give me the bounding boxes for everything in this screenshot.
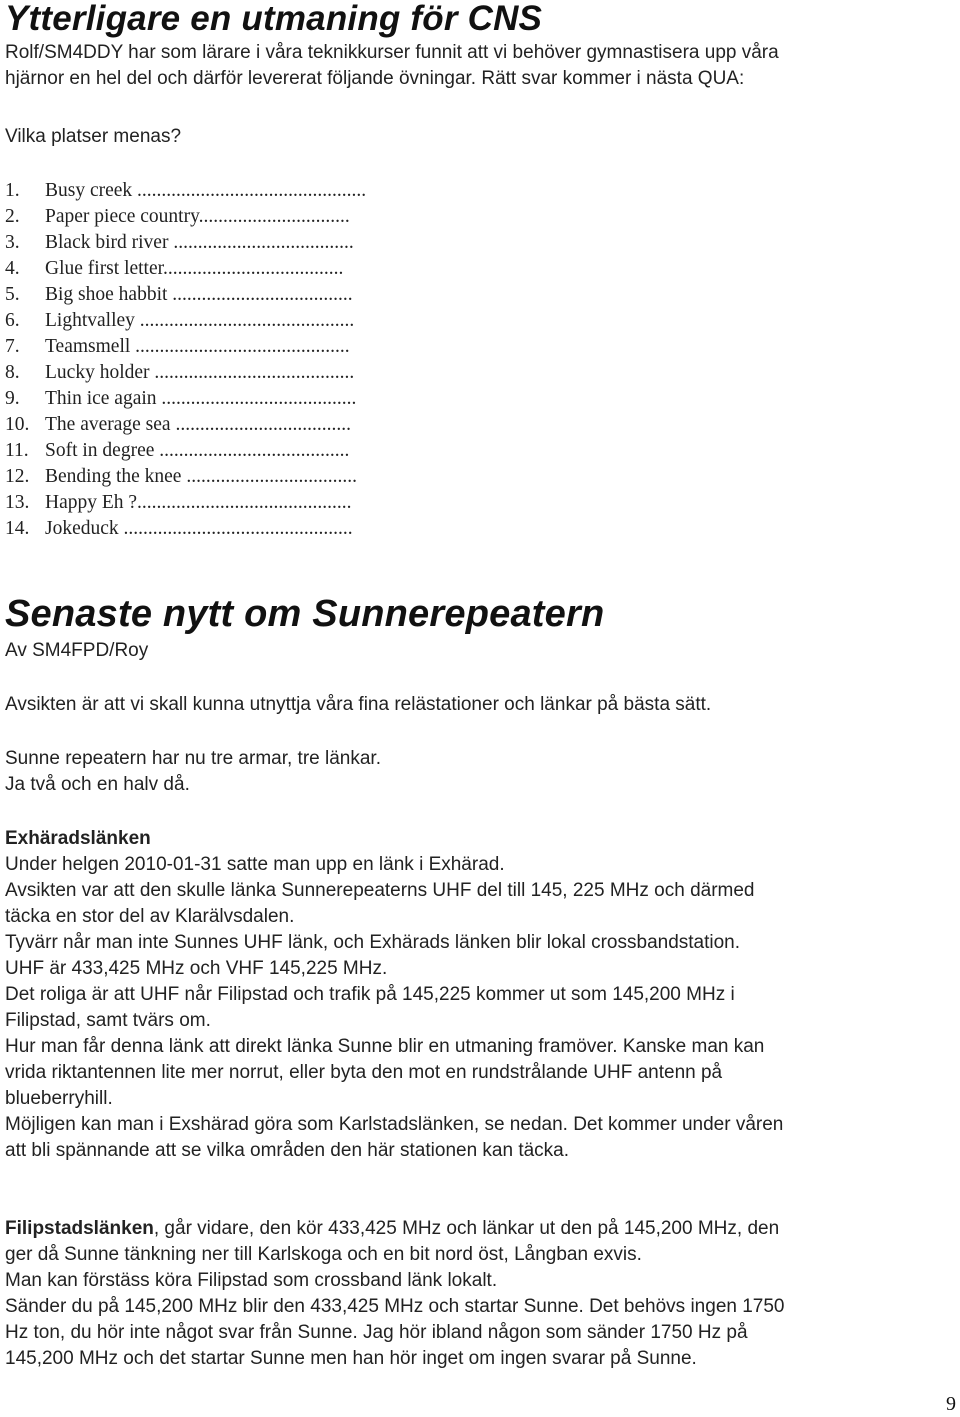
byline: Av SM4FPD/Roy bbox=[5, 640, 149, 661]
quiz-item-text: Big shoe habbit ..................................... bbox=[45, 284, 353, 305]
quiz-list bbox=[5, 178, 955, 542]
text-line: Hur man får denna länk att direkt länka Sunne blir en utmaning framöver. Kanske man kan bbox=[5, 1036, 765, 1057]
quiz-item-text: Lucky holder ......................................... bbox=[45, 362, 355, 383]
text-line: Sunne repeatern har nu tre armar, tre länkar. bbox=[5, 748, 381, 769]
paragraph bbox=[5, 746, 955, 798]
quiz-item bbox=[5, 334, 955, 360]
quiz-item-text: Busy creek ............................................... bbox=[45, 180, 367, 201]
page bbox=[5, 0, 955, 1372]
quiz-item-number: 14. bbox=[5, 518, 30, 539]
quiz-item bbox=[5, 308, 955, 334]
text-line: Ja två och en halv då. bbox=[5, 774, 190, 795]
quiz-item bbox=[5, 516, 955, 542]
article-title-sunne: Senaste nytt om Sunnerepeatern bbox=[5, 593, 605, 635]
quiz-item bbox=[5, 256, 955, 282]
quiz-item bbox=[5, 204, 955, 230]
text-line: Sänder du på 145,200 MHz blir den 433,425 MHz och startar Sunne. Det behövs ingen 1750 bbox=[5, 1296, 785, 1317]
text-line: vrida riktantennen lite mer norrut, eller byta den mot en rundstrålande UHF antenn på bbox=[5, 1062, 723, 1083]
quiz-item-number: 11. bbox=[5, 440, 29, 461]
quiz-item-text: Black bird river ..................................... bbox=[45, 232, 354, 253]
quiz-item-number: 12. bbox=[5, 466, 30, 487]
text-line: Avsikten var att den skulle länka Sunnerepeaterns UHF del till 145, 225 MHz och därmed bbox=[5, 880, 755, 901]
section-filipstad bbox=[5, 1216, 955, 1372]
text-line: blueberryhill. bbox=[5, 1088, 113, 1109]
quiz-item-text: Happy Eh ?............................................ bbox=[45, 492, 352, 513]
text-line: Man kan förstäss köra Filipstad som crossband länk lokalt. bbox=[5, 1270, 498, 1291]
text-line: Det roliga är att UHF når Filipstad och trafik på 145,225 kommer ut som 145,200 MHz i bbox=[5, 984, 735, 1005]
text-line: 145,200 MHz och det startar Sunne men han hör inget om ingen svarar på Sunne. bbox=[5, 1348, 697, 1369]
quiz-item-number: 9. bbox=[5, 388, 20, 409]
quiz-item-text: Jokeduck ............................................... bbox=[45, 518, 353, 539]
article-title-cns: Ytterligare en utmaning för CNS bbox=[5, 0, 543, 38]
quiz-item bbox=[5, 178, 955, 204]
quiz-item bbox=[5, 386, 955, 412]
quiz-item-number: 1. bbox=[5, 180, 20, 201]
quiz-item-text: Bending the knee ................................... bbox=[45, 466, 357, 487]
quiz-item-text: Soft in degree ....................................... bbox=[45, 440, 350, 461]
quiz-item-number: 4. bbox=[5, 258, 20, 279]
quiz-item-number: 3. bbox=[5, 232, 20, 253]
section-exharad bbox=[5, 826, 955, 1164]
quiz-item bbox=[5, 438, 955, 464]
section-heading: Filipstadslänken bbox=[5, 1218, 154, 1239]
text-line: ger då Sunne tänkning ner till Karlskoga och en bit nord öst, Långban exvis. bbox=[5, 1244, 642, 1265]
text-line: att bli spännande att se vilka områden den här stationen kan täcka. bbox=[5, 1140, 570, 1161]
text-line: Hz ton, du hör inte något svar från Sunne. Jag hör ibland någon som sänder 1750 Hz på bbox=[5, 1322, 748, 1343]
quiz-item-number: 10. bbox=[5, 414, 30, 435]
intro-paragraph bbox=[5, 40, 955, 92]
quiz-item-number: 7. bbox=[5, 336, 20, 357]
text-line: UHF är 433,425 MHz och VHF 145,225 MHz. bbox=[5, 958, 388, 979]
quiz-item-number: 2. bbox=[5, 206, 20, 227]
quiz-item-number: 6. bbox=[5, 310, 20, 331]
quiz-item bbox=[5, 360, 955, 386]
text-line: Under helgen 2010-01-31 satte man upp en länk i Exhärad. bbox=[5, 854, 505, 875]
quiz-item bbox=[5, 464, 955, 490]
quiz-item bbox=[5, 282, 955, 308]
quiz-item-number: 13. bbox=[5, 492, 30, 513]
text-line bbox=[5, 1216, 955, 1242]
quiz-item-text: Paper piece country............................... bbox=[45, 206, 350, 227]
text-line: Tyvärr når man inte Sunnes UHF länk, och Exhärads länken blir lokal crossbandstation. bbox=[5, 932, 741, 953]
quiz-item-text: Teamsmell ............................................ bbox=[45, 336, 350, 357]
section-heading: Exhäradslänken bbox=[5, 828, 151, 849]
text-line: Möjligen kan man i Exshärad göra som Karlstadslänken, se nedan. Det kommer under våren bbox=[5, 1114, 784, 1135]
quiz-item-text: The average sea .................................... bbox=[45, 414, 351, 435]
quiz-item bbox=[5, 412, 955, 438]
quiz-item bbox=[5, 490, 955, 516]
quiz-item-number: 8. bbox=[5, 362, 20, 383]
text-line: Filipstad, samt tvärs om. bbox=[5, 1010, 211, 1031]
text-run: , går vidare, den kör 433,425 MHz och länkar ut den på 145,200 MHz, den bbox=[153, 1218, 780, 1239]
quiz-item-text: Glue first letter..................................... bbox=[45, 258, 344, 279]
text-line: täcka en stor del av Klarälvsdalen. bbox=[5, 906, 295, 927]
quiz-question: Vilka platser menas? bbox=[5, 126, 182, 147]
intro-line: Rolf/SM4DDY har som lärare i våra teknikkurser funnit att vi behöver gymnastisera upp våra bbox=[5, 42, 779, 63]
quiz-item-number: 5. bbox=[5, 284, 20, 305]
quiz-item-text: Lightvalley ............................................ bbox=[45, 310, 355, 331]
quiz-item-text: Thin ice again ........................................ bbox=[45, 388, 357, 409]
page-number: 9 bbox=[946, 1393, 956, 1415]
paragraph: Avsikten är att vi skall kunna utnyttja våra fina relästationer och länkar på bästa sätt. bbox=[5, 694, 712, 715]
intro-line: hjärnor en hel del och därför levererat följande övningar. Rätt svar kommer i nästa QUA: bbox=[5, 68, 745, 89]
quiz-item bbox=[5, 230, 955, 256]
